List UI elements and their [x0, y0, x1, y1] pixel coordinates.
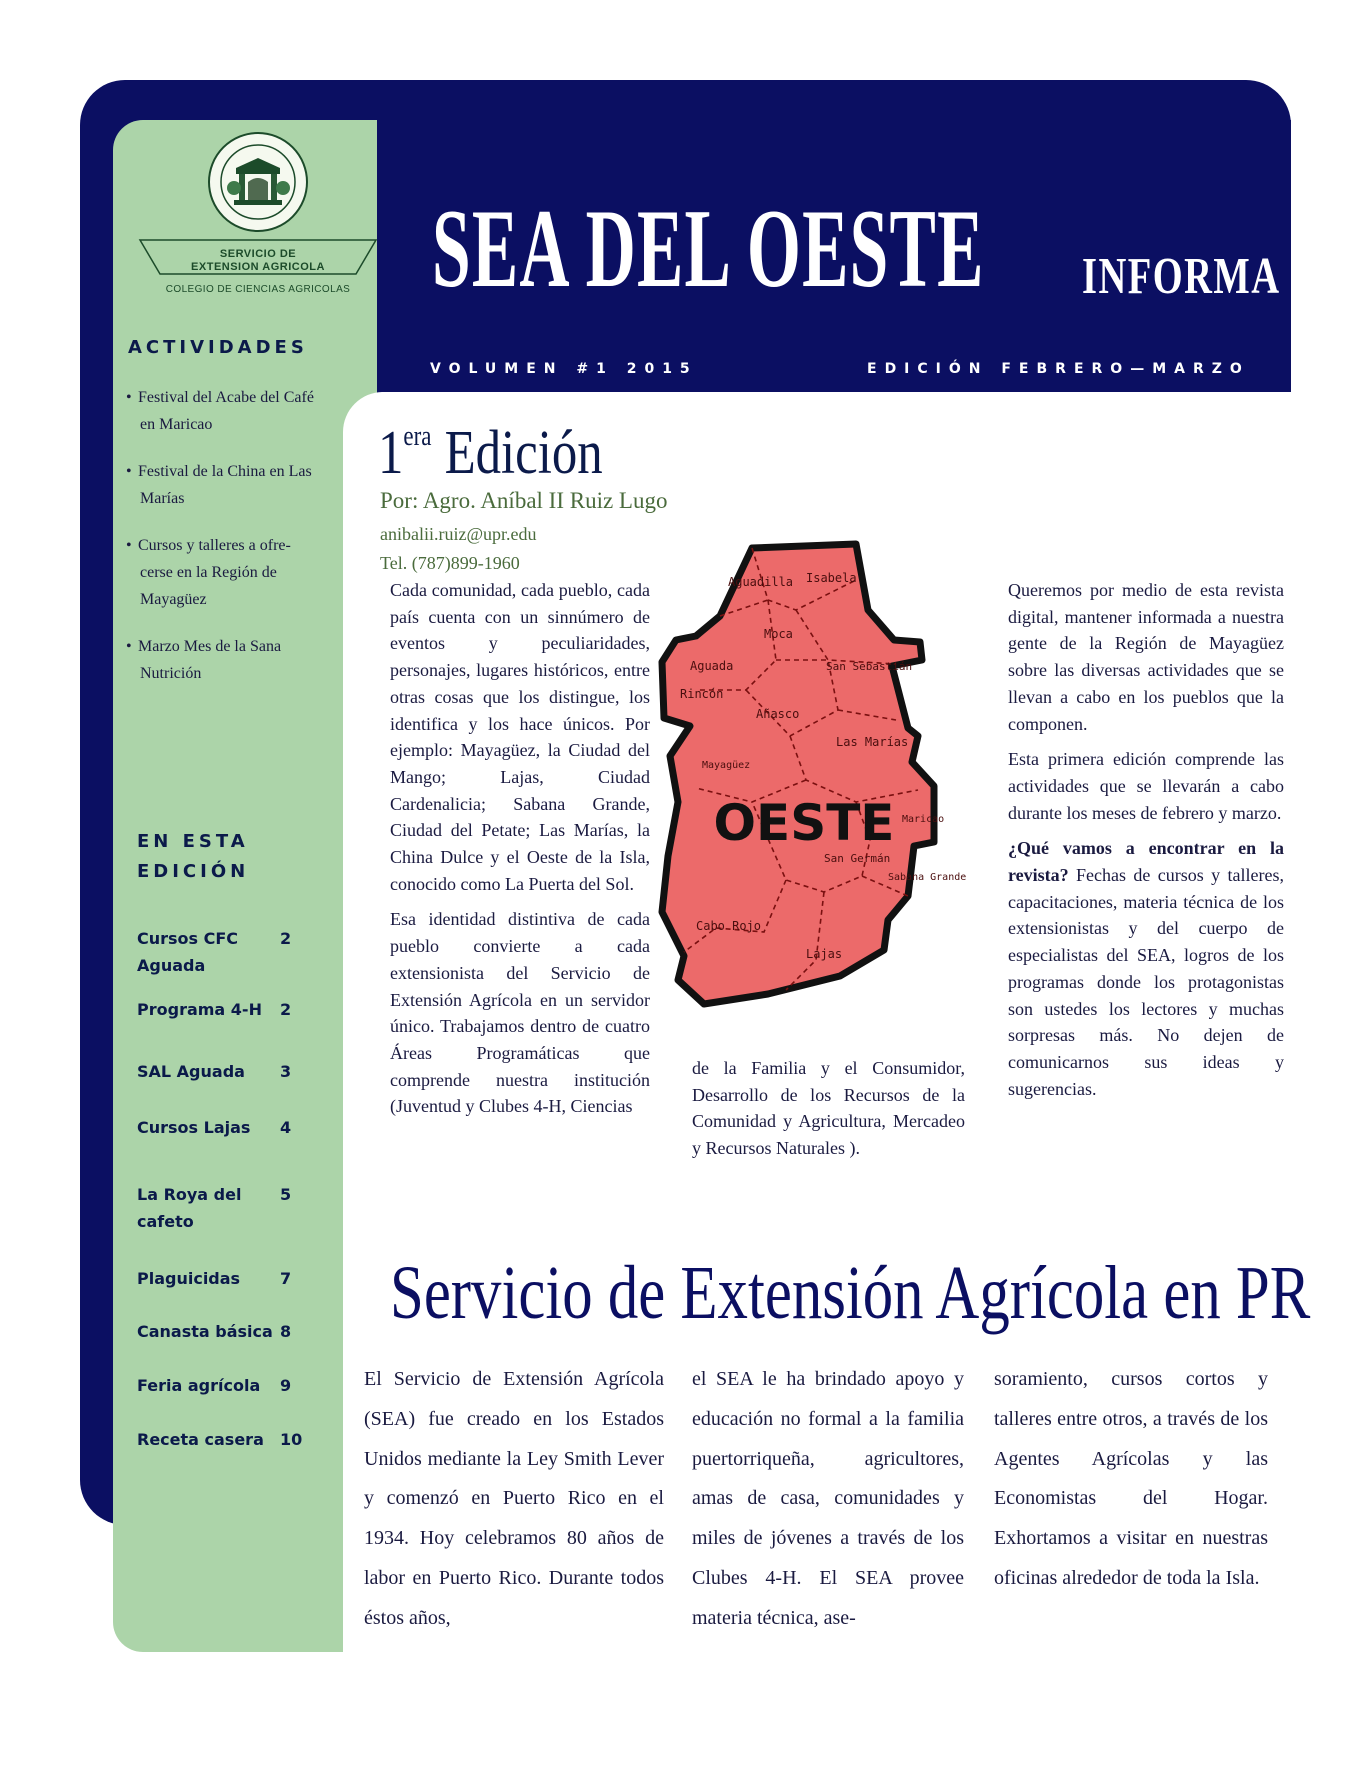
article1-paragraph: Cada comunidad, cada pueblo, cada país cuenta con un sinnúmero de eventos y peculiaridades, personajes, lugares históricos, entre otras cosas que los distingue, los identifica y los hace únicos. Por ejemplo: Mayagüez, la Ciudad del Mango; Lajas, Ciudad Cardenalicia; Sabana Grande, Ciudad del Petate; Las Marías, la China Dulce y el Oeste de la Isla, conocido como La Puerta del Sol.	[390, 580, 650, 894]
map-label: Aguada	[690, 659, 734, 673]
article1-paragraph: Esta primera edición comprende las actividades que se llevarán a cabo durante los meses de febrero y marzo.	[1008, 749, 1284, 823]
article1-column2	[692, 1055, 965, 1171]
article2-column1: El Servicio de Extensión Agrícola (SEA) fue creado en los Estados Unidos mediante la Ley Smith Lever y comenzó en Puerto Rico en el 1934. Hoy celebramos 80 años de labor en Puerto Rico. Durante todos éstos años,	[364, 1368, 664, 1629]
activity-item: • Festival del Acabe del Café en Maricao	[128, 384, 323, 438]
map-region-label: OESTE	[713, 794, 895, 852]
map-label: Rincón	[680, 687, 724, 701]
logo-text-line3: COLEGIO DE CIENCIAS AGRICOLAS	[165, 284, 351, 295]
content-panel-margin	[1291, 392, 1371, 1771]
article1-byline: Por: Agro. Aníbal II Ruiz Lugo	[380, 488, 668, 513]
article1-paragraph: ¿Qué vamos a encontrar en la revista? Fechas de cursos y talleres, capacitaciones, materia técnica de los extensionistas y del cuerpo de especialistas del SEA, logros de los programas donde los protagonistas son ustedes los lectores y muchas sorpresas más. No dejen de comunicarnos sus ideas y sugerencias.	[1008, 838, 1284, 1099]
map-label: Aguadilla	[728, 575, 794, 589]
article1-column3	[1008, 577, 1284, 1111]
volume-label: VOLUMEN #1 2015	[430, 361, 698, 377]
article1-paragraph: de la Familia y el Consumidor, Desarrollo de los Recursos de la Comunidad y Agricultura, Mercadeo y Recursos Naturales ).	[692, 1058, 965, 1159]
sea-logo	[138, 130, 378, 302]
edition-label: EDICIÓN FEBRERO—MARZO	[867, 361, 1250, 377]
article1-column1	[390, 577, 650, 1129]
newsletter-title	[432, 185, 1323, 314]
activity-item: • Festival de la China en Las Marías	[128, 458, 323, 512]
article2-title: Servicio de Extensión Agrícola en PR	[390, 1251, 1311, 1335]
bullet-icon: •	[126, 537, 132, 554]
article1-paragraph: Queremos por medio de esta revista digital, mantener informada a nuestra gente de la Región de Mayagüez sobre las diversas actividades que se llevan a cabo en los pueblos que la componen.	[1008, 580, 1284, 734]
university-seal-icon	[206, 130, 310, 234]
toc-heading-line2: EDICIÓN	[137, 861, 250, 882]
title-sub: INFORMA	[1082, 248, 1281, 305]
map-label: San Germán	[824, 852, 891, 865]
article1-paragraph: Esa identidad distintiva de cada pueblo convierte a cada extensionista del Servicio de Extensión Agrícola en un servidor único. Trabajamos dentro de cuatro Áreas Programáticas que comprende nuestra institución (Juventud y Clubes 4-H, Ciencias	[390, 909, 650, 1117]
bullet-icon: •	[126, 463, 132, 480]
article2-column2: el SEA le ha brindado apoyo y educación no formal a la familia puertorriqueña, agricultores, amas de casa, comunidades y miles de jóvenes a través de los Clubes 4-H. El SEA provee materia técnica, ase-	[692, 1368, 964, 1629]
activities-heading: ACTIVIDADES	[128, 337, 308, 358]
activities-list	[128, 384, 323, 707]
map-label: Moca	[764, 627, 793, 641]
map-label: Lajas	[806, 947, 843, 961]
article1-title: 1era Edición	[378, 419, 603, 487]
bullet-icon: •	[126, 638, 132, 655]
map-label: Isabela	[806, 571, 857, 585]
map-label: San Sebastián	[826, 660, 913, 673]
activity-item: • Cursos y talleres a ofre-cerse en la Región de Mayagüez	[128, 532, 323, 613]
logo-text-line2: EXTENSION AGRICOLA	[191, 261, 325, 273]
western-region-map	[656, 540, 967, 1020]
activity-item: • Marzo Mes de la Sana Nutrición	[128, 633, 323, 687]
author-phone: Tel. (787)899-1960	[380, 553, 520, 573]
map-label: Las Marías	[836, 735, 909, 749]
title-main: SEA DEL OESTE	[432, 187, 985, 311]
article2-column3: soramiento, cursos cortos y talleres entre otros, a través de los Agentes Agrícolas y las Economistas del Hogar. Exhortamos a visitar en nuestras oficinas alrededor de toda la Isla.	[994, 1368, 1268, 1589]
map-label: Maricao	[902, 814, 945, 825]
bullet-icon: •	[126, 389, 132, 406]
logo-text-line1: SERVICIO DE	[219, 248, 297, 260]
author-email[interactable]: anibalii.ruiz@upr.edu	[380, 524, 537, 544]
map-label: Añasco	[756, 707, 800, 721]
map-label: Sabana Grande	[888, 872, 967, 883]
map-label: Cabo Rojo	[696, 919, 762, 933]
map-label: Mayagüez	[702, 760, 751, 771]
toc-heading-line1: EN ESTA	[137, 831, 249, 852]
